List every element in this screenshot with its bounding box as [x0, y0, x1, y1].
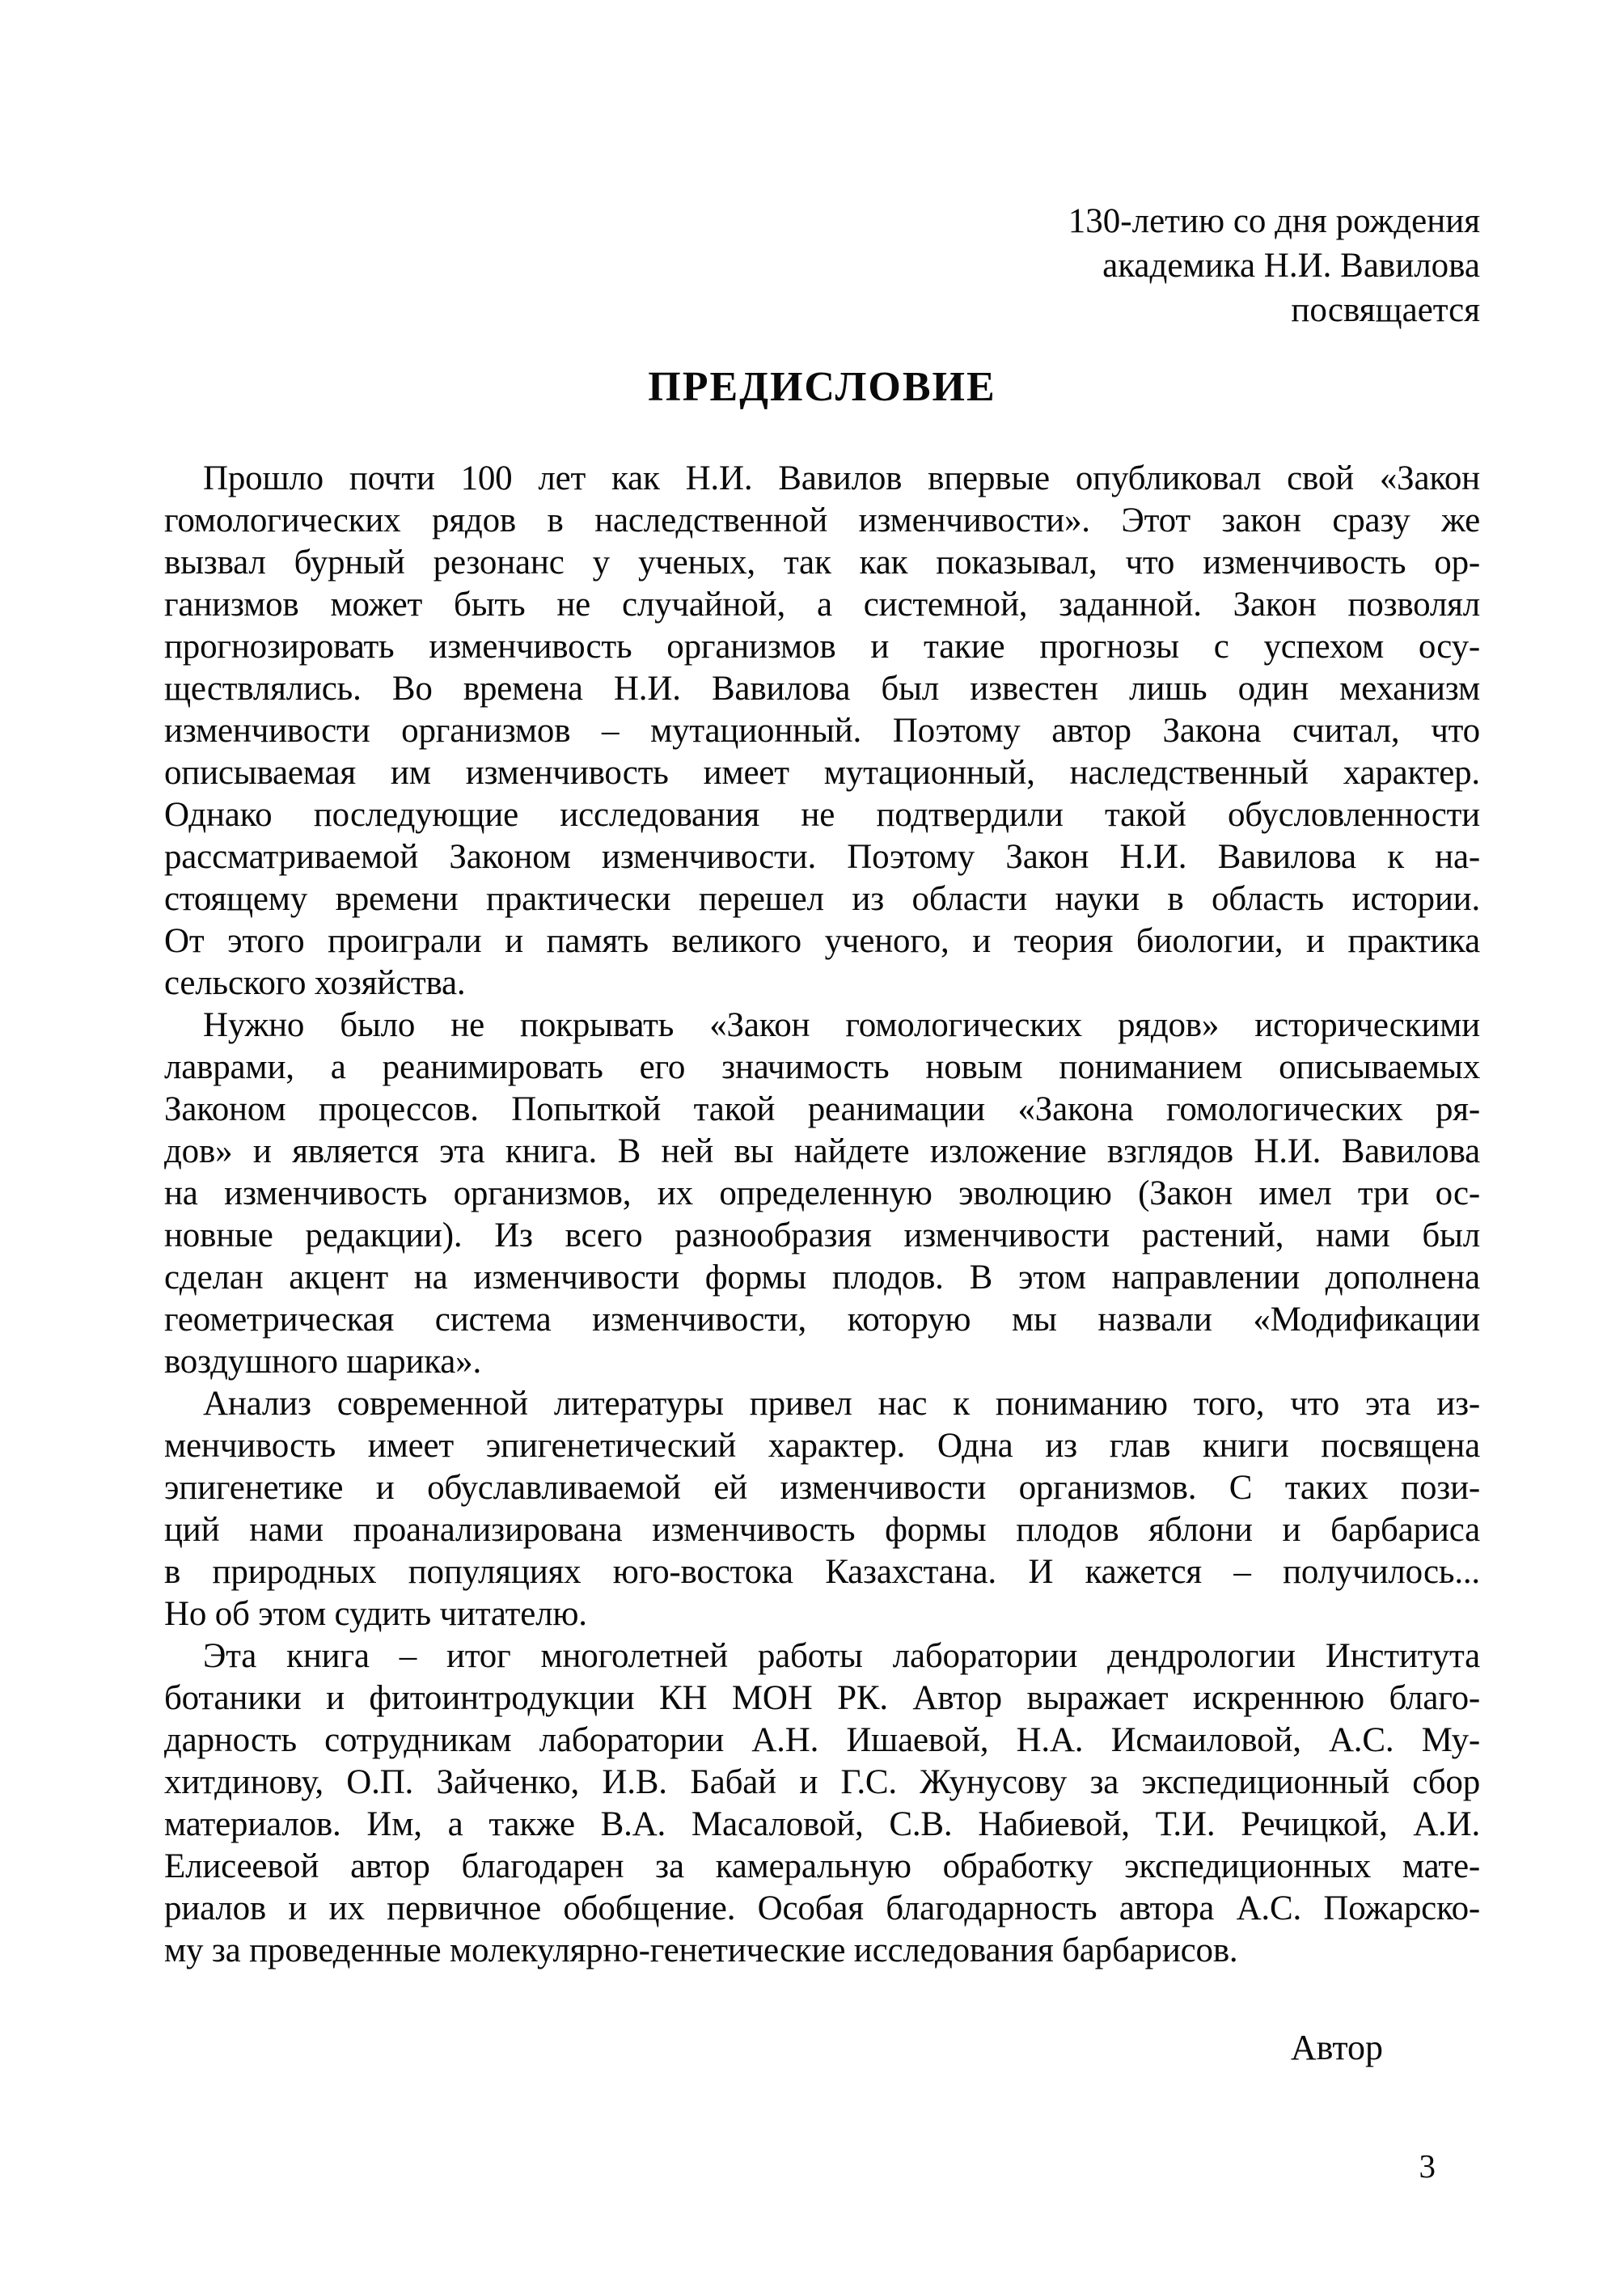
text-line: дов» и является эта книга. В ней вы найдете изложение взглядов Н.И. Вавилова: [164, 1132, 1480, 1170]
text-line: гомологических рядов в наследственной изменчивости». Этот закон сразу же: [164, 501, 1480, 539]
text-line: Но об этом судить читателю.: [164, 1595, 587, 1633]
text-line: рассматриваемой Законом изменчивости. Поэтому Закон Н.И. Вавилова к на-: [164, 838, 1480, 876]
text-line: От этого проиграли и память великого ученого, и теория биологии, и практика: [164, 922, 1480, 960]
text-line: Однако последующие исследования не подтвердили такой обусловленности: [164, 796, 1480, 834]
text-line: дарность сотрудникам лаборатории А.Н. Ишаевой, Н.А. Исмаиловой, А.С. Му-: [164, 1721, 1480, 1759]
text-line: Законом процессов. Попыткой такой реанимации «Закона гомологических ря-: [164, 1090, 1480, 1128]
author-signature: Автор: [1290, 2028, 1383, 2067]
text-line: ботаники и фитоинтродукции КН МОН РК. Автор выражает искреннюю благо-: [164, 1679, 1480, 1717]
text-line: риалов и их первичное обобщение. Особая благодарность автора А.С. Пожарско-: [164, 1889, 1480, 1927]
text-line: воздушного шарика».: [164, 1343, 482, 1381]
text-line: стоящему времени практически перешел из области науки в область истории.: [164, 880, 1480, 918]
text-line: Анализ современной литературы привел нас к пониманию того, что эта из-: [203, 1385, 1480, 1423]
text-line: Прошло почти 100 лет как Н.И. Вавилов впервые опубликовал свой «Закон: [203, 459, 1480, 497]
dedication-line: академика Н.И. Вавилова: [1102, 247, 1480, 285]
page-title: ПРЕДИСЛОВИЕ: [648, 364, 996, 410]
text-line: лаврами, а реанимировать его значимость новым пониманием описываемых: [164, 1048, 1480, 1086]
text-line: ций нами проанализирована изменчивость формы плодов яблони и барбариса: [164, 1511, 1480, 1549]
paragraph-4: [164, 1635, 1480, 1972]
text-line: эпигенетике и обуславливаемой ей изменчивости организмов. С таких пози-: [164, 1469, 1480, 1507]
dedication-block: [164, 199, 1480, 332]
dedication-line: 130-летию со дня рождения: [1068, 202, 1480, 240]
text-line: Эта книга – итог многолетней работы лаборатории дендрологии Института: [203, 1637, 1480, 1675]
paragraph-3: [164, 1383, 1480, 1635]
text-line: вызвал бурный резонанс у ученых, так как показывал, что изменчивость ор-: [164, 544, 1480, 582]
text-line: новные редакции). Из всего разнообразия изменчивости растений, нами был: [164, 1216, 1480, 1254]
text-line: в природных популяциях юго-востока Казахстана. И кажется – получилось...: [164, 1553, 1480, 1591]
text-line: Елисеевой автор благодарен за камеральную обработку экспедиционных мате-: [164, 1847, 1480, 1885]
text-line: на изменчивость организмов, их определенную эволюцию (Закон имел три ос-: [164, 1174, 1480, 1212]
text-line: описываемая им изменчивость имеет мутационный, наследственный характер.: [164, 754, 1480, 792]
text-line: Нужно было не покрывать «Закон гомологических рядов» историческими: [203, 1006, 1480, 1044]
text-line: изменчивости организмов – мутационный. Поэтому автор Закона считал, что: [164, 712, 1480, 750]
text-line: сделан акцент на изменчивости формы плодов. В этом направлении дополнена: [164, 1259, 1480, 1297]
text-line: му за проведенные молекулярно-генетические исследования барбарисов.: [164, 1931, 1238, 1969]
text-line: менчивость имеет эпигенетический характер. Одна из глав книги посвящена: [164, 1427, 1480, 1465]
text-line: геометрическая система изменчивости, которую мы назвали «Модификации: [164, 1301, 1480, 1339]
text-line: материалов. Им, а также В.А. Масаловой, С.В. Набиевой, Т.И. Речицкой, А.И.: [164, 1805, 1480, 1843]
preface-body: [164, 458, 1480, 1972]
text-line: сельского хозяйства.: [164, 964, 466, 1002]
paragraph-2: [164, 1005, 1480, 1383]
text-line: прогнозировать изменчивость организмов и такие прогнозы с успехом осу-: [164, 628, 1480, 666]
text-line: ществлялись. Во времена Н.И. Вавилова был известен лишь один механизм: [164, 670, 1480, 708]
page-number: 3: [1419, 2147, 1436, 2185]
dedication-line: посвящается: [1291, 291, 1480, 329]
text-line: ганизмов может быть не случайной, а системной, заданной. Закон позволял: [164, 586, 1480, 624]
text-line: хитдинову, О.П. Зайченко, И.В. Бабай и Г.С. Жунусову за экспедиционный сбор: [164, 1763, 1480, 1801]
paragraph-1: [164, 458, 1480, 1005]
